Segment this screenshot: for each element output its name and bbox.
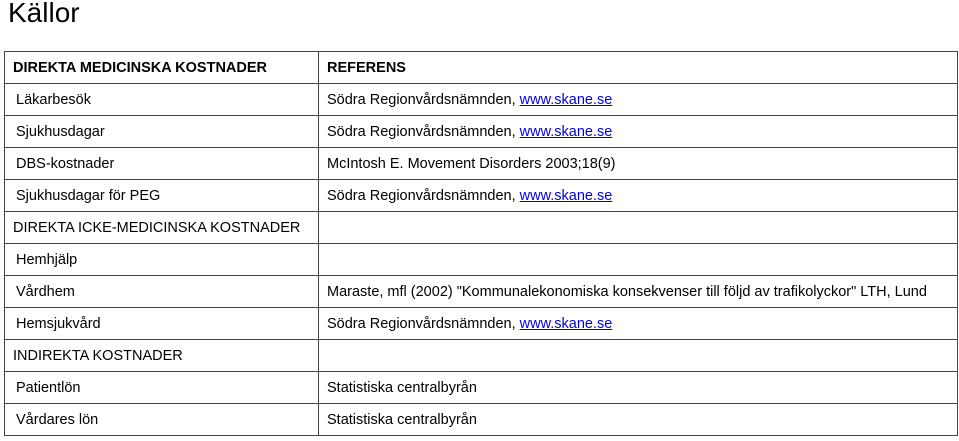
reference-link[interactable]: www.skane.se (519, 123, 613, 140)
table-row (5, 372, 958, 404)
reference-link[interactable]: www.skane.se (519, 315, 613, 332)
category-row (5, 340, 958, 372)
table-row (5, 148, 958, 180)
reference-text: Södra Regionvårdsnämnden, (327, 315, 520, 332)
cost-label: DBS-kostnader (5, 148, 319, 180)
table-row (5, 308, 958, 340)
reference-text: Södra Regionvårdsnämnden, (327, 91, 520, 108)
cost-label: Läkarbesök (5, 84, 319, 116)
table-row (5, 116, 958, 148)
cost-label: Vårdhem (5, 276, 319, 308)
reference-link[interactable]: www.skane.se (519, 187, 613, 204)
category-row (5, 212, 958, 244)
column-header-reference: REFERENS (319, 52, 958, 84)
reference-cell: Maraste, mfl (2002) "Kommunalekonomiska konsekvenser till följd av trafikolyckor" LTH, Lund (319, 276, 958, 308)
reference-text: Södra Regionvårdsnämnden, (327, 123, 520, 140)
table-row (5, 276, 958, 308)
cost-label: Sjukhusdagar (5, 116, 319, 148)
category-label: DIREKTA ICKE-MEDICINSKA KOSTNADER (5, 212, 319, 244)
reference-link[interactable]: www.skane.se (519, 91, 613, 108)
reference-cell: McIntosh E. Movement Disorders 2003;18(9) (319, 148, 958, 180)
table-row (5, 180, 958, 212)
table-row (5, 404, 958, 436)
reference-text: Södra Regionvårdsnämnden, (327, 187, 520, 204)
category-label: INDIREKTA KOSTNADER (5, 340, 319, 372)
reference-cell (319, 212, 958, 244)
page-title: Källor (8, 0, 80, 28)
reference-cell (319, 84, 958, 116)
cost-label: Hemsjukvård (5, 308, 319, 340)
cost-label: Hemhjälp (5, 244, 319, 276)
sources-table (4, 51, 958, 436)
reference-cell: Statistiska centralbyrån (319, 404, 958, 436)
reference-cell: Statistiska centralbyrån (319, 372, 958, 404)
reference-cell (319, 180, 958, 212)
column-header-costs: DIREKTA MEDICINSKA KOSTNADER (5, 52, 319, 84)
reference-cell (319, 308, 958, 340)
cost-label: Patientlön (5, 372, 319, 404)
table-row (5, 84, 958, 116)
reference-cell (319, 340, 958, 372)
reference-cell (319, 116, 958, 148)
table-row (5, 244, 958, 276)
reference-cell (319, 244, 958, 276)
cost-label: Sjukhusdagar för PEG (5, 180, 319, 212)
cost-label: Vårdares lön (5, 404, 319, 436)
table-header-row (5, 52, 958, 84)
